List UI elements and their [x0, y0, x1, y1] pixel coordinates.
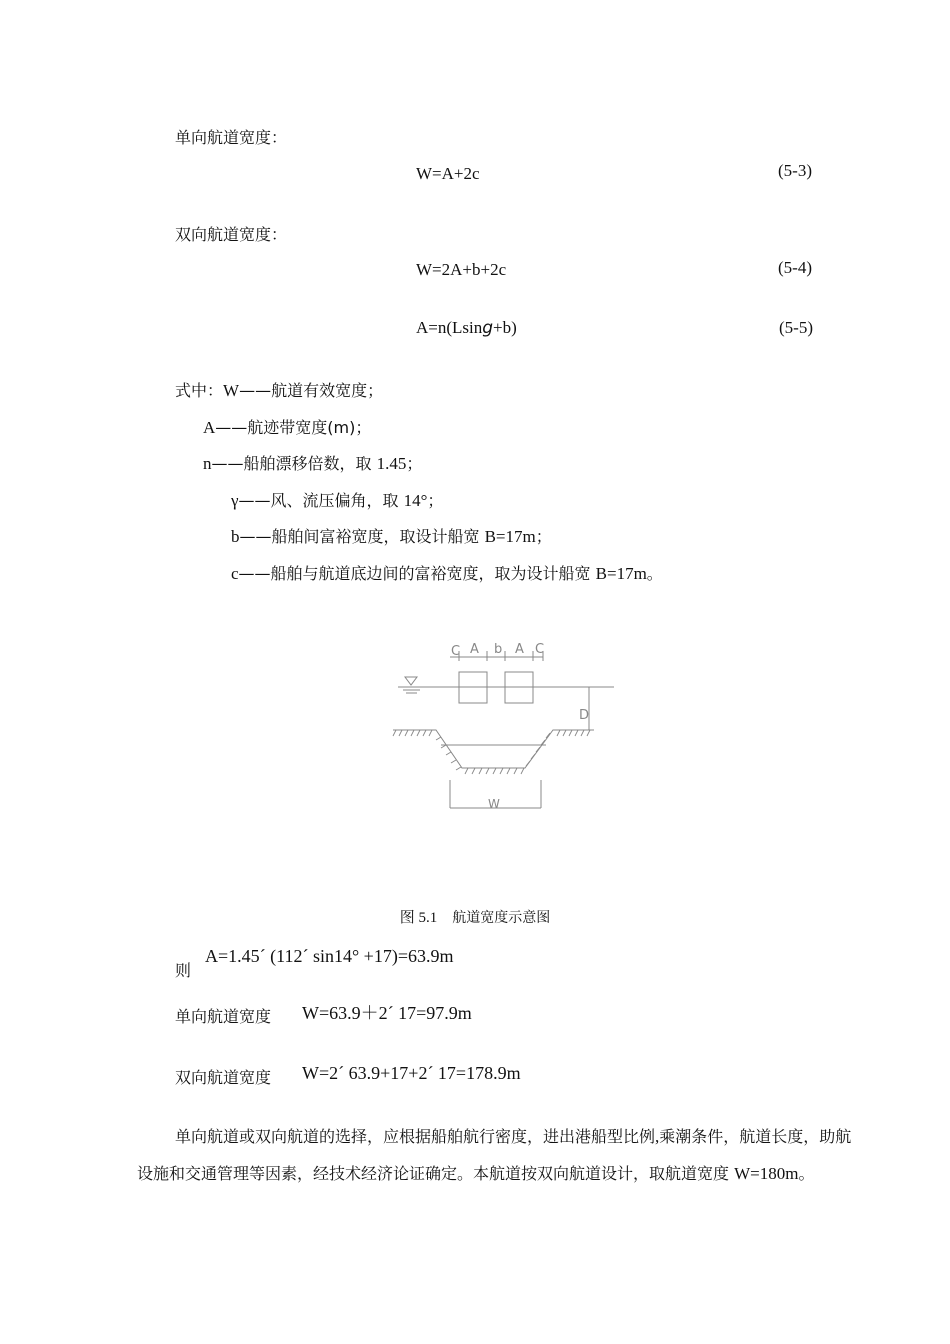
definition-gamma: [231, 490, 443, 512]
definition-end: 。: [646, 564, 663, 583]
equation-5-5: [416, 317, 517, 339]
figure-number: 图 5.1: [399, 910, 438, 926]
label-w: W: [488, 797, 500, 811]
conclusion-width-value: W=180m: [734, 1164, 799, 1183]
bank-hatching: [393, 730, 590, 774]
definition-value: B=17m: [484, 527, 536, 546]
label-b: b: [494, 642, 503, 657]
equation-5-4-number: (5-4): [778, 258, 812, 277]
definition-symbol: b: [231, 527, 240, 546]
equation-5-3: W=A+2c: [416, 164, 480, 183]
equation-5-5-post: +b): [493, 318, 517, 337]
conclusion-text-1: 单向航道或双向航道的选择，应根据船舶航行密度，进出港船型比例: [175, 1127, 656, 1146]
water-level-icon: [405, 677, 417, 685]
equation-5-5-gamma: g: [482, 318, 494, 338]
definition-text: ——船舶与航道底边间的富裕宽度，取为设计船宽: [238, 564, 596, 583]
figure-title: 航道宽度示意图: [452, 910, 551, 926]
equation-5-5-pre: A=n(Lsin: [416, 318, 483, 337]
definition-text: ——航迹带宽度(m)；: [215, 418, 372, 437]
label-d: D: [579, 708, 590, 723]
one-way-width-heading: 单向航道宽度：: [175, 128, 288, 147]
definition-symbol: c: [231, 564, 239, 583]
one-way-width-calc: W=63.9＋2´ 17=97.9m: [302, 1003, 472, 1023]
definition-symbol: W: [223, 381, 240, 400]
conclusion-paragraph: [137, 1118, 863, 1192]
definition-end: ；: [427, 491, 444, 510]
definition-text: ——航道有效宽度；: [239, 381, 384, 400]
figure-caption: [0, 906, 950, 927]
label-c-left: C: [451, 644, 461, 659]
equation-5-4: W=2A+b+2c: [416, 260, 507, 279]
definition-w: [175, 380, 383, 402]
definition-text: ——船舶漂移倍数，取: [211, 454, 377, 473]
definition-n: [203, 453, 422, 475]
definition-value: B=17m: [595, 564, 647, 583]
label-a-right: A: [515, 642, 524, 657]
two-way-width-heading: 双向航道宽度：: [175, 225, 288, 244]
definition-end: ；: [406, 454, 423, 473]
equation-5-3-number: (5-3): [778, 161, 812, 180]
label-c-right: C: [535, 642, 545, 657]
channel-width-diagram: [380, 628, 630, 818]
definition-symbol: A: [203, 418, 216, 437]
definition-a: [203, 417, 371, 439]
definition-text: ——风、流压偏角，取: [238, 491, 404, 510]
definition-end: ；: [535, 527, 552, 546]
definition-c: [231, 563, 663, 585]
two-way-width-label: 双向航道宽度: [175, 1068, 272, 1087]
definition-b: [231, 526, 552, 548]
conclusion-comma: ,: [655, 1127, 660, 1146]
definition-prefix: 式中：: [175, 381, 224, 400]
definition-text: ——船舶间富裕宽度，取设计船宽: [239, 527, 485, 546]
two-way-width-calc: W=2´ 63.9+17+2´ 17=178.9m: [302, 1063, 521, 1083]
calc-prefix: 则: [175, 961, 192, 980]
equation-5-5-number: (5-5): [779, 318, 813, 337]
definition-value: 14°: [403, 491, 428, 510]
conclusion-end: 。: [798, 1164, 815, 1183]
definition-symbol: n: [203, 454, 212, 473]
definition-value: 1.45: [376, 454, 407, 473]
calc-a-equation: A=1.45´ (112´ sin14° +17)=63.9m: [205, 946, 454, 966]
definition-symbol: γ: [231, 491, 239, 510]
one-way-width-label: 单向航道宽度: [175, 1007, 272, 1026]
label-a-left: A: [470, 642, 479, 657]
conclusion-text-2: 乘潮条件，航道长度，助航设施和交通管理等因素，经技术经济论证确定。本航道按双向航道设计，取航道宽度: [137, 1127, 852, 1183]
